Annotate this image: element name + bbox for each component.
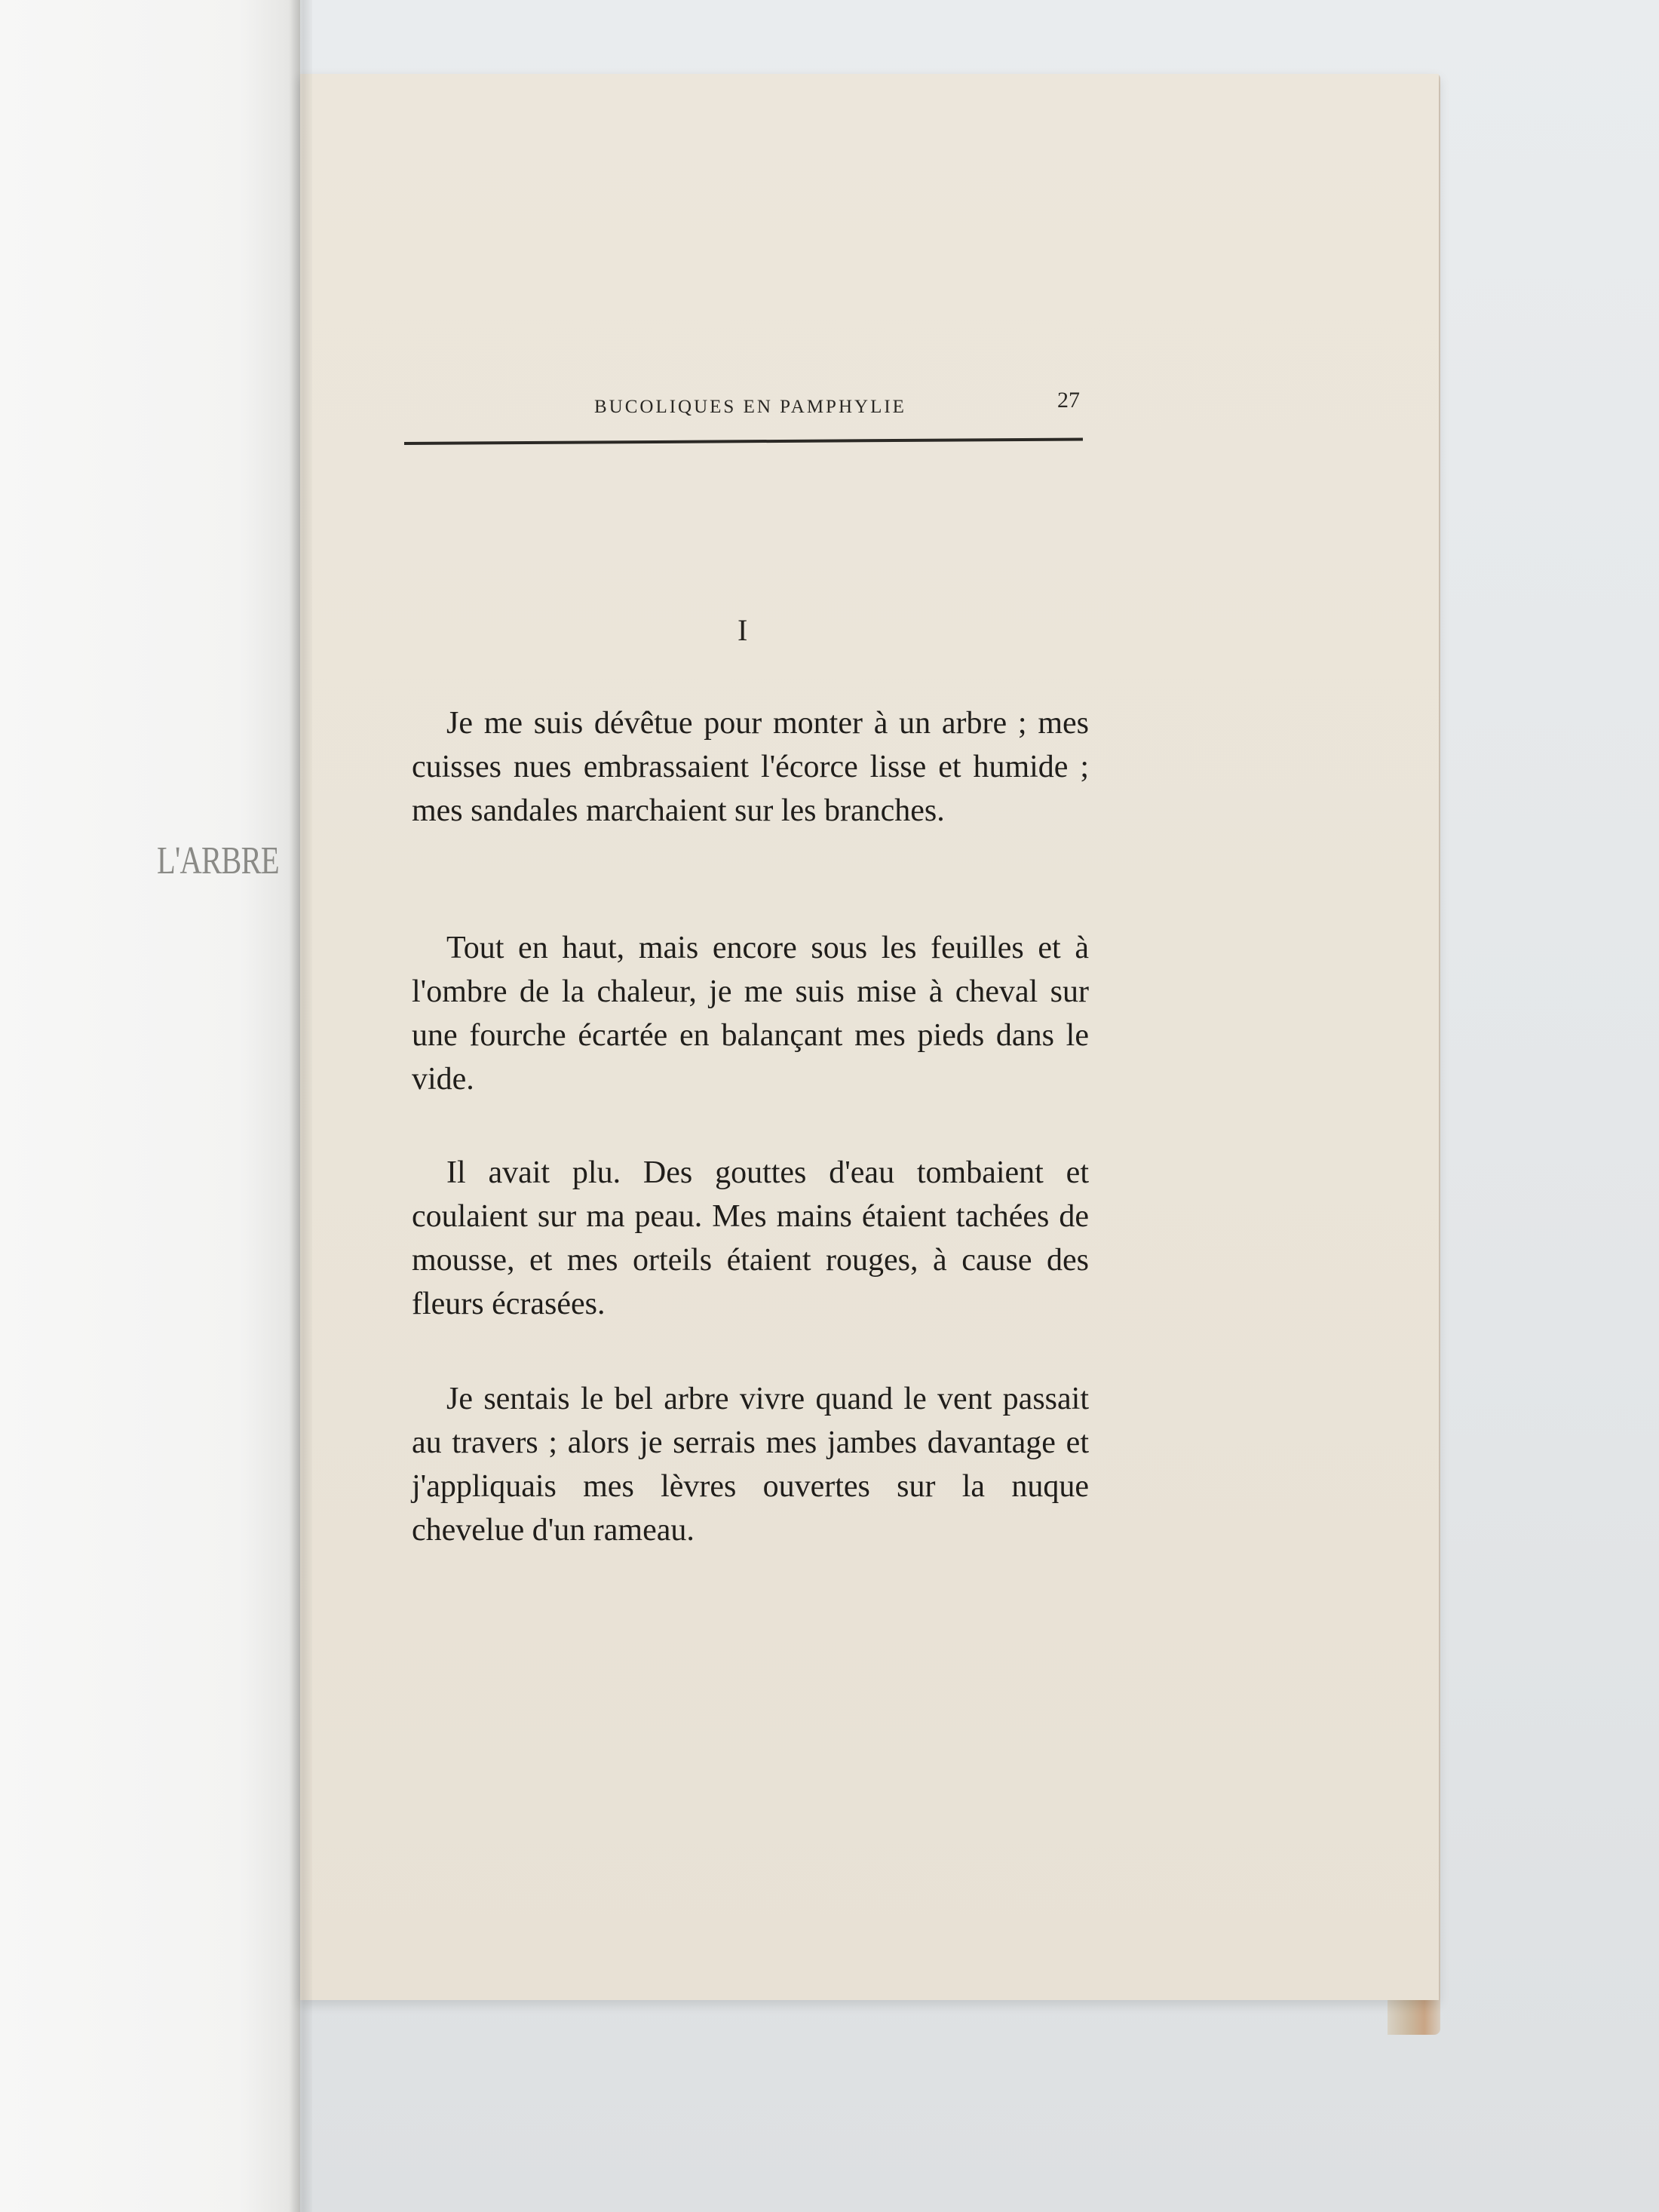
section-number: I <box>738 613 748 647</box>
stanza-3: Il avait plu. Des gouttes d'eau tombaient et coulaient sur ma peau. Mes mains étaient tachées de mousse, et mes orteils étaient rouges, à cause des fleurs écrasées. <box>412 1155 1089 1321</box>
gutter-shadow <box>290 0 312 2212</box>
stanza-2: Tout en haut, mais encore sous les feuilles et à l'ombre de la chaleur, je me suis mise à cheval sur une fourche écartée en balançant mes pieds dans le vide. <box>412 931 1089 1097</box>
running-head: BUCOLIQUES EN PAMPHYLIE <box>594 397 906 417</box>
left-page <box>0 0 300 2212</box>
stanza-4: Je sentais le bel arbre vivre quand le vent passait au travers ; alors je serrais mes jambes davantage et j'appliquais mes lèvres ouvertes sur la nuque chevelue d'un rameau. <box>412 1382 1089 1548</box>
left-page-title: L'ARBRE <box>157 839 279 882</box>
stanza-1: Je me suis dévêtue pour monter à un arbre ; mes cuisses nues embrassaient l'écorce lisse et humide ; mes sandales marchaient sur les branches. <box>412 706 1089 828</box>
page-number: 27 <box>1057 388 1080 413</box>
